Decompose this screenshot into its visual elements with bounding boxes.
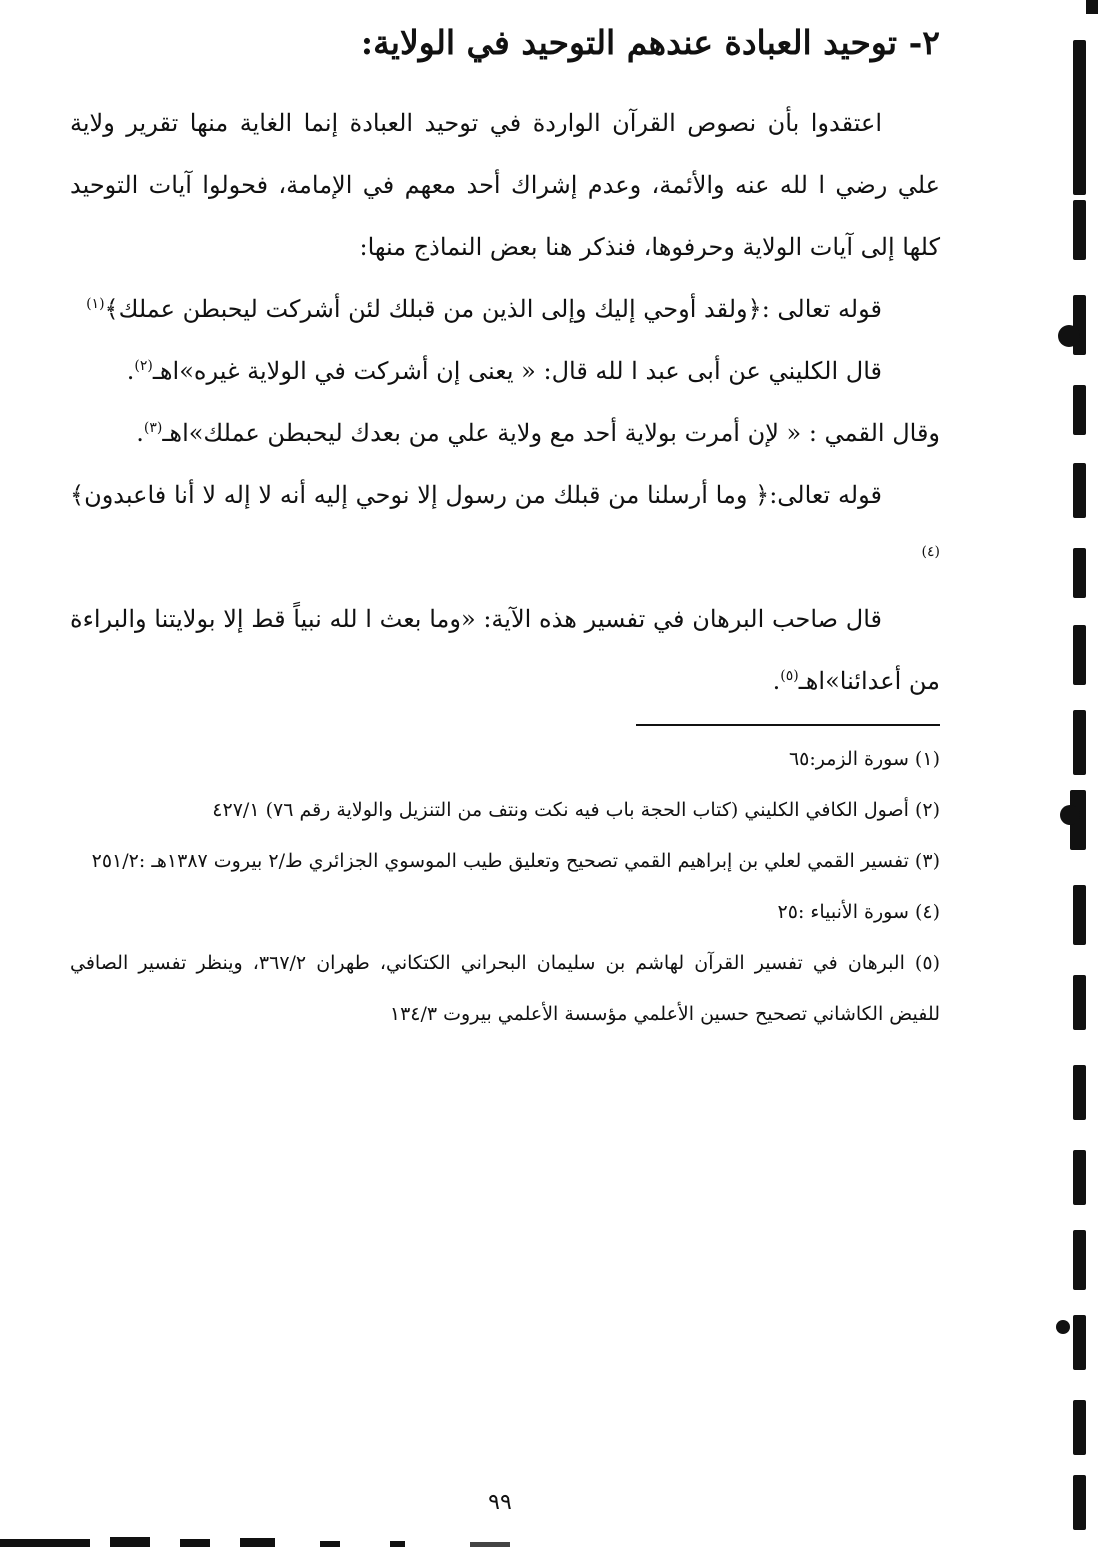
binding-mark — [1073, 40, 1086, 120]
scan-artifact — [0, 1529, 520, 1547]
paragraph-end: . — [136, 419, 144, 447]
binding-mark — [1073, 548, 1086, 598]
paragraph-text: قوله تعالى:﴿ وما أرسلنا من قبلك من رسول إلا نوحي إليه أنه لا إله لا أنا فاعبدون﴾ — [70, 481, 882, 509]
footnotes — [70, 734, 940, 1040]
footnote-3: (٣) تفسير القمي لعلي بن إبراهيم القمي تصحيح وتعليق طيب الموسوي الجزائري ط/٢ بيروت ١٣٨٧هـ :٢٥١/٢ — [91, 850, 940, 872]
paragraph-end: . — [126, 357, 135, 385]
scan-smudge — [0, 1539, 90, 1547]
paragraph-text: اعتقدوا بأن نصوص القرآن الواردة في توحيد العبادة إنما الغاية منها تقرير ولاية علي رضي ا لله عنه والأئمة، وعدم إشراك أحد معهم في الإمامة، فحولوا آيات التوحيد كلها إلى آيات الولاية وحرفوها، فنذكر هنا بعض النماذج منها: — [70, 109, 940, 261]
corner-mark — [1086, 0, 1098, 14]
paragraph-text: قال صاحب البرهان في تفسير هذه الآية: «وما بعث ا لله نبياً قط إلا بولايتنا والبراءة من أعدائنا»اهـ — [70, 605, 940, 695]
binding-mark — [1073, 625, 1086, 685]
binding-mark — [1073, 975, 1086, 1030]
paragraph-5 — [70, 464, 940, 588]
paragraph-2 — [70, 278, 940, 340]
footnote-1: (١) سورة الزمر:٦٥ — [788, 748, 940, 770]
paragraph-3 — [70, 340, 940, 402]
page-number: ٩٩ — [488, 1490, 512, 1515]
binding-mark — [1073, 200, 1086, 260]
binding-mark — [1073, 115, 1086, 195]
footnote-2: (٢) أصول الكافي الكليني (كتاب الحجة باب فيه نكت ونتف من التنزيل والولاية رقم ٧٦) ٤٢٧/١ — [212, 799, 940, 821]
page-body — [70, 14, 940, 1040]
binding-mark — [1073, 385, 1086, 435]
paragraph-text: وقال القمي : « لإن أمرت بولاية أحد مع ولاية علي من بعدك ليحبطن عملك»اهـ — [162, 419, 940, 447]
paragraph-4 — [70, 402, 940, 464]
binding-hole — [1058, 325, 1080, 347]
footnote-ref: (٣) — [143, 420, 163, 436]
footnote-ref: (٤) — [921, 544, 940, 560]
binding-mark — [1073, 710, 1086, 775]
binding-mark — [1073, 1065, 1086, 1120]
binding-marks — [1058, 0, 1098, 1547]
footnote-ref: (٥) — [780, 668, 799, 684]
paragraph-1 — [70, 92, 940, 278]
binding-hole — [1056, 1320, 1070, 1334]
footnote-divider — [636, 724, 940, 726]
footnote-4: (٤) سورة الأنبياء :٢٥ — [777, 901, 940, 923]
paragraph-6 — [70, 588, 940, 712]
footnote-5: (٥) البرهان في تفسير القرآن لهاشم بن سليمان البحراني الكتكاني، طهران ٣٦٧/٢، وينظر تفسير الصافي للفيض الكاشاني تصحيح حسين الأعلمي مؤسسة الأعلمي بيروت ١٣٤/٣ — [70, 952, 940, 1025]
paragraph-text: قال الكليني عن أبى عبد ا لله قال: « يعنى إن أشركت في الولاية غيره»اهـ — [152, 357, 882, 385]
binding-hole — [1060, 805, 1080, 825]
footnote-ref: (١) — [86, 296, 105, 312]
binding-mark — [1073, 1315, 1086, 1370]
paragraph-end: . — [772, 667, 781, 695]
scan-smudge — [390, 1541, 405, 1547]
binding-mark — [1073, 1400, 1086, 1455]
section-heading: ٢- توحيد العبادة عندهم التوحيد في الولاية: — [360, 23, 940, 62]
binding-mark — [1073, 1230, 1086, 1290]
scan-smudge — [240, 1538, 275, 1547]
binding-mark — [1073, 885, 1086, 945]
binding-mark — [1073, 1150, 1086, 1205]
binding-mark — [1073, 1475, 1086, 1530]
scan-smudge — [320, 1541, 340, 1547]
scan-smudge — [110, 1537, 150, 1547]
scan-smudge — [180, 1539, 210, 1547]
binding-mark — [1073, 463, 1086, 518]
scan-smudge — [470, 1542, 510, 1547]
binding-mark — [1073, 295, 1086, 355]
footnote-ref: (٢) — [134, 358, 153, 374]
paragraph-text: قوله تعالى :﴿ولقد أوحي إليك وإلى الذين من قبلك لئن أشركت ليحبطن عملك﴾ — [104, 295, 882, 323]
